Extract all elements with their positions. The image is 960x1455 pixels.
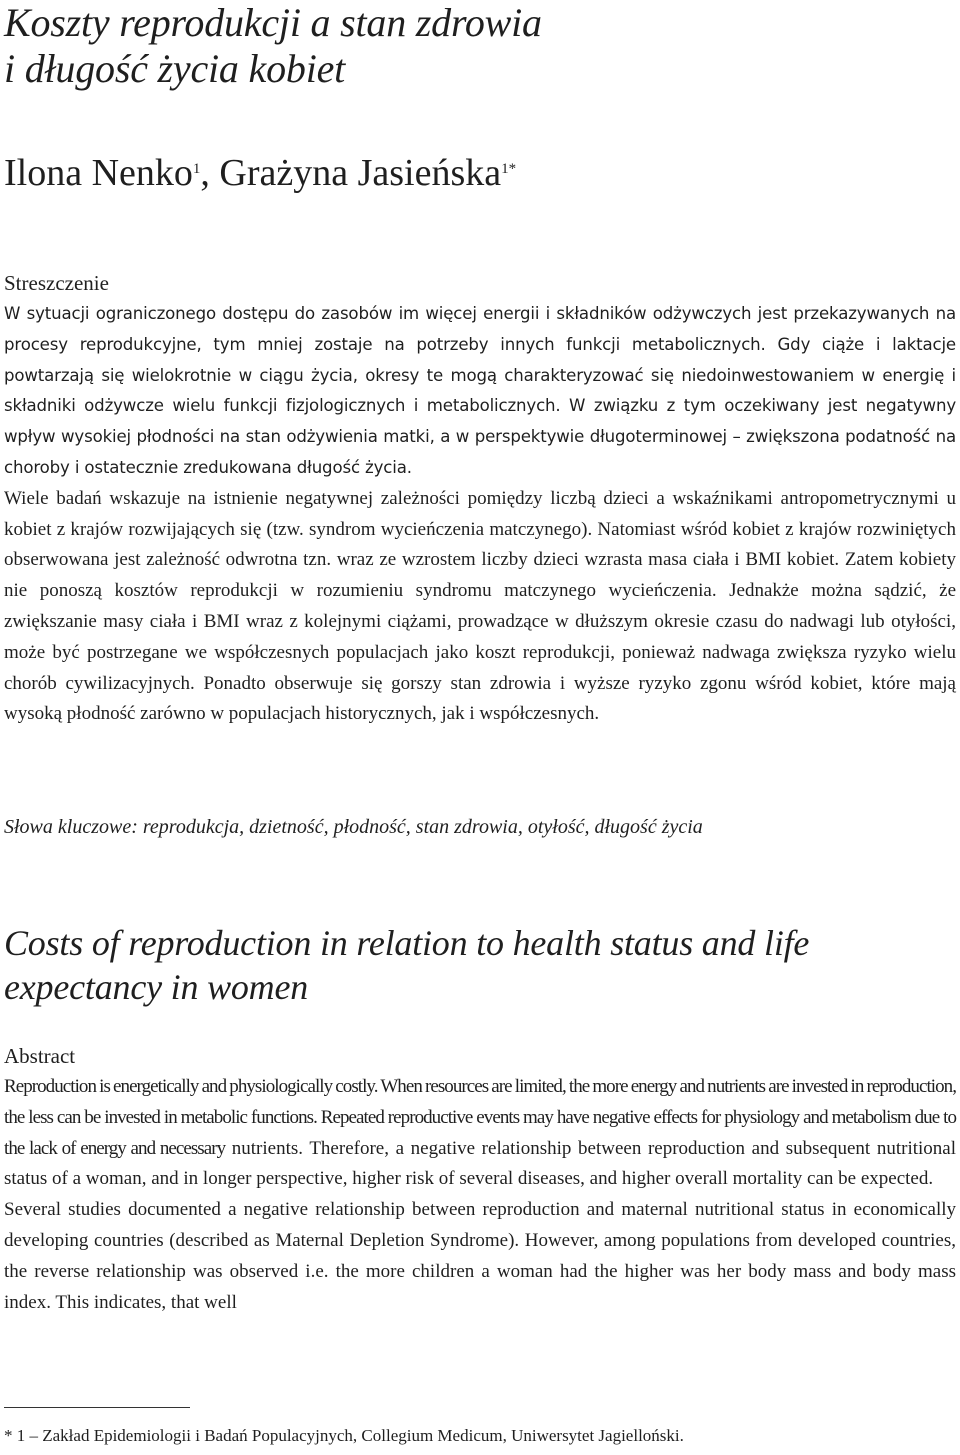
title-english-line-1: Costs of reproduction in relation to health status and life xyxy=(4,923,810,963)
author-2: Grażyna Jasieńska xyxy=(219,152,502,194)
streszczenie-sans-text: W sytuacji ograniczonego dostępu do zasobów im więcej energii i składników odżywczych jest przekazywanych na procesy reprodukcyjne, tym mniej zostaje na potrzeby innych funkcji metabolicznych. Gdy ciąże i laktacje powtarzają się wielokrotnie w ciągu życia, okresy te mogą charakteryzować się niedoinwestowaniem w energię i składniki odżywcze wielu funkcji fizjologicznych i metabolicznych. W związku z tym oczekiwany jest negatywny wpływ wysokiej płodności na stan odżywienia matki, a w perspektywie długoterminowej – zwiększona podatność na choroby i ostatecznie zredukowana długość życia. xyxy=(4,304,956,477)
title-polish xyxy=(4,0,542,92)
keywords: Słowa kluczowe: reprodukcja, dzietność, płodność, stan zdrowia, otyłość, długość życia xyxy=(4,816,703,838)
author-1-affiliation: 1 xyxy=(192,161,201,177)
title-english-line-2: expectancy in women xyxy=(4,967,309,1007)
streszczenie-paragraph-1 xyxy=(4,299,956,484)
title-english xyxy=(4,921,809,1009)
abstract-tight-text: Reproduction is energetically and physiologically costly. When resources are limited, the more energy and nutrients are invested in reproduction, the less can be invested in metabolic functions. Repeated reproductive events may have negative effects for physiology and metabolism due to the lack of energy and necessary xyxy=(4,1076,956,1159)
author-separator: , xyxy=(200,152,220,194)
footnote: * 1 – Zakład Epidemiologii i Badań Populacyjnych, Collegium Medicum, Uniwersytet Jagielloński. xyxy=(4,1426,684,1445)
abstract-paragraph-1 xyxy=(4,1072,956,1195)
authors xyxy=(4,150,516,196)
abstract-body xyxy=(4,1072,956,1318)
author-2-affiliation: 1* xyxy=(501,161,517,177)
abstract-paragraph-1-rest: nutrients. Therefore, a negative relationship between reproduction and subsequent nutritional status of a woman, and in longer perspective, higher risk of several diseases, and higher overall mortality can be expected. xyxy=(4,1137,956,1190)
abstract-paragraph-2: Several studies documented a negative relationship between reproduction and maternal nutritional status in economically developing countries (described as Maternal Depletion Syndrome). However, among populations from developed countries, the reverse relationship was observed i.e. the more children a woman had the higher was her body mass and body mass index. This indicates, that well xyxy=(4,1199,956,1313)
author-1: Ilona Nenko xyxy=(4,152,193,194)
streszczenie-heading: Streszczenie xyxy=(4,271,109,295)
title-polish-line-1: Koszty reprodukcji a stan zdrowia xyxy=(4,0,542,45)
streszczenie-paragraph-2: Wiele badań wskazuje na istnienie negatywnej zależności pomiędzy liczbą dzieci a wskaźnikami antropometrycznymi u kobiet z krajów rozwijających się (tzw. syndrom wycieńczenia matczynego). Natomiast wśród kobiet z krajów rozwiniętych obserwowana jest zależność odwrotna tzn. wraz ze wzrostem liczby dzieci wzrasta masa ciała i BMI kobiet. Zatem kobiety nie ponoszą kosztów reprodukcji w rozumieniu syndromu matczynego wycieńczenia. Jednakże można sądzić, że zwiększanie masy ciała i BMI wraz z kolejnymi ciążami, prowadzące w dłuższym okresie czasu do nadwagi lub otyłości, może być postrzegane we współczesnych populacjach jako koszt reprodukcji, ponieważ nadwaga zwiększa ryzyko wielu chorób cywilizacyjnych. Ponadto obserwuje się gorszy stan zdrowia i wyższe ryzyko zgonu wśród kobiet, które mają wysoką płodność zarówno w populacjach historycznych, jak i współczesnych. xyxy=(4,487,956,725)
title-polish-line-2: i długość życia kobiet xyxy=(4,46,346,91)
footnote-divider xyxy=(4,1407,190,1408)
abstract-heading: Abstract xyxy=(4,1044,76,1068)
streszczenie-body xyxy=(4,299,956,730)
